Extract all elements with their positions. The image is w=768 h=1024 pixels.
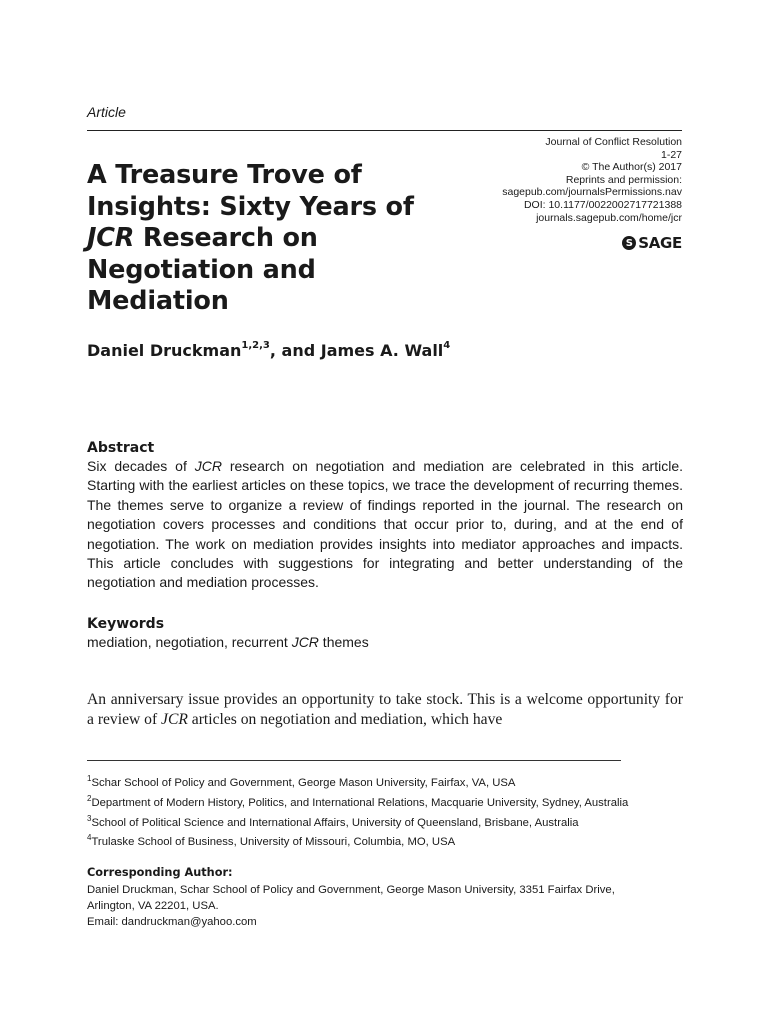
- journal-info-block: [502, 136, 682, 224]
- footnote-3: [87, 811, 683, 831]
- keywords-end: themes: [318, 634, 369, 650]
- article-type-label: Article: [87, 104, 126, 120]
- doi[interactable]: DOI: 10.1177/0022002717721388: [523, 198, 682, 211]
- footnote-4-text: Trulaske School of Business, University of Missouri, Columbia, MO, USA: [91, 836, 456, 849]
- footnote-3-text: School of Political Science and International Affairs, University of Queensland, Brisbane, Australia: [91, 816, 579, 829]
- footnote-4: [87, 830, 683, 850]
- author-list: [87, 341, 450, 360]
- footnote-1-text: Schar School of Policy and Government, George Mason University, Fairfax, VA, USA: [91, 776, 516, 789]
- journal-link[interactable]: journals.sagepub.com/home/jcr: [536, 211, 682, 224]
- title-line-3-rest: Research on: [134, 223, 318, 253]
- keywords-journal-abbrev: JCR: [291, 634, 319, 650]
- corresponding-author-heading: Corresponding Author:: [87, 866, 233, 879]
- abstract-text-rest: research on negotiation and mediation are celebrated in this article. Starting with the earliest articles on these topics, we trace the development of recurring themes. The themes serve to organize a review of findings reported in the journal. The research on negotiation covers processes and conditions that occur prior to, during, and at the end of negotiation. The work on mediation provides insights into mediator approaches and impacts. This article concludes with suggestions for integrating and better understanding of the negotiation and mediation processes.: [87, 458, 683, 591]
- keywords-text: [87, 634, 369, 650]
- footnote-rule: [87, 760, 621, 761]
- article-title: [87, 160, 437, 318]
- footnote-2: [87, 791, 683, 811]
- title-journal-abbrev: JCR: [87, 223, 135, 253]
- abstract-text: [87, 457, 683, 593]
- body-text-end: articles on negotiation and mediation, which have: [187, 711, 503, 728]
- abstract-text-start: Six decades of: [87, 458, 195, 474]
- page-range: 1-27: [660, 148, 682, 161]
- author-druckman[interactable]: Daniel Druckman: [87, 341, 242, 360]
- footnote-3-marker: 3: [87, 813, 92, 823]
- author-wall-affiliation: 4: [443, 339, 451, 351]
- body-journal-abbrev: JCR: [161, 711, 188, 728]
- corresponding-author-details: [87, 882, 687, 930]
- abstract-journal-abbrev: JCR: [194, 458, 222, 474]
- title-line-5: Mediation: [87, 286, 229, 316]
- keywords-start: mediation, negotiation, recurrent: [87, 634, 292, 650]
- body-text-start: An anniversary issue provides an opportunity to take stock. This is a welcome opportunity for a review of: [87, 691, 683, 728]
- title-line-4: Negotiation and: [87, 254, 316, 285]
- author-wall[interactable]: James A. Wall: [320, 341, 444, 360]
- title-line-3: [87, 223, 437, 255]
- reprints-label: Reprints and permission:: [565, 173, 682, 186]
- footnote-1-marker: 1: [87, 774, 92, 783]
- body-paragraph: [87, 690, 683, 730]
- journal-name: Journal of Conflict Resolution: [545, 136, 682, 148]
- title-line-2: Insights: Sixty Years of: [87, 191, 414, 222]
- keywords-heading: Keywords: [87, 616, 165, 632]
- affiliation-footnotes: [87, 771, 683, 850]
- sage-logo: [622, 234, 682, 252]
- permissions-link[interactable]: sagepub.com/journalsPermissions.nav: [502, 186, 682, 199]
- author-druckman-affiliations: 1,2,3: [241, 339, 270, 351]
- header-rule: [87, 130, 682, 131]
- corresponding-address-2: Arlington, VA 22201, USA.: [87, 900, 219, 912]
- corresponding-email[interactable]: Email: dandruckman@yahoo.com: [87, 916, 257, 928]
- footnote-2-text: Department of Modern History, Politics, and International Relations, Macquarie University, Sydney, Australia: [91, 796, 629, 809]
- footnote-1: [87, 771, 683, 791]
- corresponding-address-1: Daniel Druckman, Schar School of Policy and Government, George Mason University, 3351 Fairfax Drive,: [87, 884, 615, 896]
- sage-s-icon: S: [622, 236, 636, 250]
- author-connector: , and: [269, 341, 321, 360]
- footnote-4-marker: 4: [87, 833, 92, 843]
- footnote-2-marker: 2: [87, 793, 92, 803]
- abstract-heading: Abstract: [87, 440, 155, 456]
- copyright: © The Author(s) 2017: [581, 161, 682, 174]
- title-line-1: A Treasure Trove of: [87, 160, 362, 190]
- sage-wordmark: SAGE: [638, 234, 682, 252]
